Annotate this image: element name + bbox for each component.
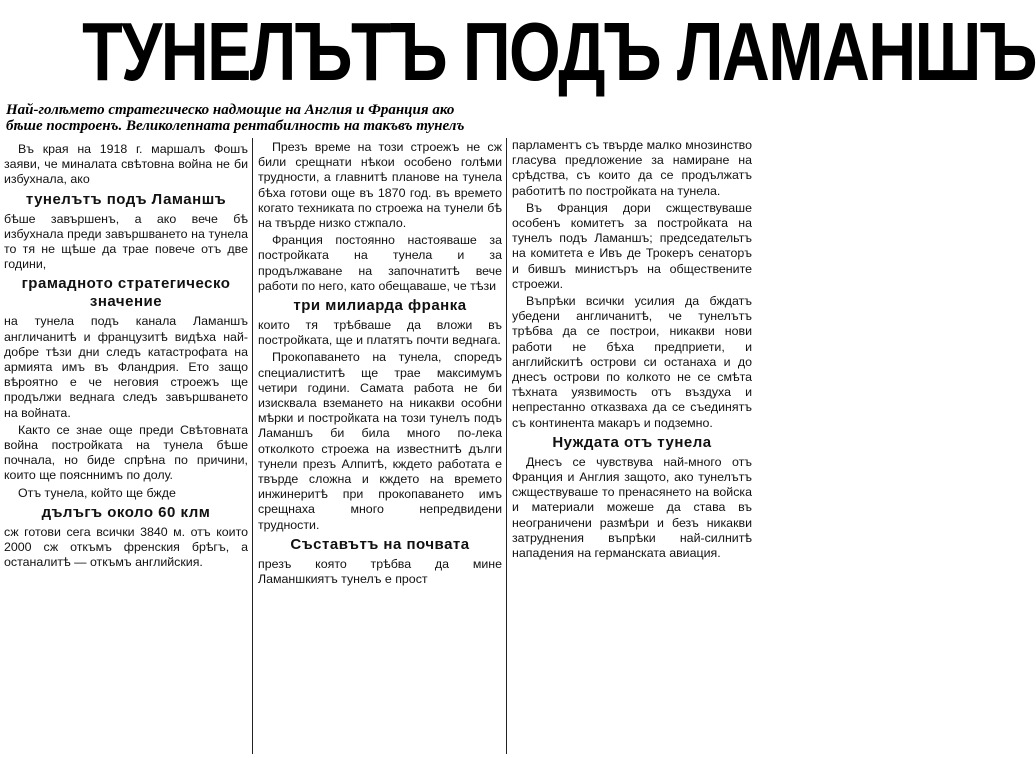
subheadline-line-1: Най-голѣмето стратегическо надмощие на Англия и Франция ако xyxy=(6,102,455,118)
article-paragraph: сж готови сега всички 3840 м. отъ които 2000 сж откъмъ френския брѣгъ, а останалитѣ — откъмъ английския. xyxy=(4,524,248,570)
column-3 xyxy=(512,138,752,563)
column-1 xyxy=(4,142,248,572)
article-paragraph: на тунела подъ канала Ламаншъ англичанитѣ и французитѣ видѣха най-добре тѣзи дни следъ катастрофата на армията имъ въ Фландрия. Ето защо вѣроятно е че неговия строежъ ще продължи веднага следъ завършването на войната. xyxy=(4,314,248,420)
article-paragraph: Отъ тунела, който ще бжде xyxy=(18,485,176,500)
headline: ТУНЕЛЪТЪ ПОДЪ ЛАМАНШЪ xyxy=(82,5,1036,98)
article-subheading: три милиарда франка xyxy=(293,297,467,315)
article-paragraph: които тя трѣбваше да вложи въ постройката, ще и платятъ почти веднага. xyxy=(258,318,502,348)
column-2 xyxy=(258,140,502,589)
article-paragraph: Презъ време на този строежъ не сж били срещнати нѣкои особено голѣми трудности, а главнитѣ планове на тунела бѣха готови още въ 1870 год. въ времето когато техниката по строежа на тунели бѣ на твърде низко стжпало. xyxy=(258,140,502,231)
article-paragraph: презъ която трѣбва да мине Ламаншкиятъ тунелъ е прост xyxy=(258,556,502,587)
article-paragraph: Въпрѣки всички усилия да бждатъ убедени англичанитѣ, че тунелътъ трѣбва да се построи, никакви нови работи не бѣха предприети, и английскитѣ острови си останаха и до днесъ острови по колкото не се смѣта тѣхната уязвимость отъ въздуха и непрестанно отказваха да се съединятъ съ континента макаръ и подземно. xyxy=(512,294,752,430)
article-paragraph: Днесъ се чувствува най-много отъ Франция и Англия защото, ако тунелътъ сжществуваше то пренасянето на войска и материали можеше да става въ неограничени размѣри и безъ никакви затруднения въпрѣки най-силнитѣ нападения на германската авиация. xyxy=(512,454,752,561)
subheadline-line-2: бѣше построенъ. Великолепната рентабилность на такъвъ тунелъ xyxy=(6,118,465,134)
column-rule-1 xyxy=(252,138,253,754)
article-paragraph: Както се знае още преди Свѣтовната война постройката на тунела бѣше почнала, но биде спрѣна по причини, които ще поясннимъ по долу. xyxy=(4,422,248,483)
article-paragraph: Прокопаването на тунела, споредъ специалиститѣ ще трае максимумъ четири години. Самата работа не би изисквала вземането на никакви особни мѣрки и постройката на този тунелъ подъ Ламаншъ би била много по-лека отколкото строежа на известнитѣ дълги тунели презъ Алпитѣ, кждето работата е твърде сложна и кждето на времето инжинеритѣ при прокопаването имъ срещнаха много непредвидени трудности. xyxy=(258,350,502,532)
subheadline xyxy=(6,102,751,134)
column-rule-2 xyxy=(506,138,507,754)
article-paragraph: Въ Франция дори сжществуваше особенъ комитетъ за постройката на тунелъ подъ Ламаншъ; председательтъ на комитета е Ивъ де Трокеръ сенаторъ и бившъ министъръ на обществените строежи. xyxy=(512,200,752,291)
article-subheading: Нуждата отъ тунела xyxy=(552,433,712,451)
article-subheading: тунелътъ подъ Ламаншъ xyxy=(25,190,227,208)
article-paragraph: бѣше завършенъ, а ако вече бѣ избухнала преди завършването на тунела то тя не щѣше да трае повече отъ две години, xyxy=(4,211,248,272)
article-paragraph: Въ края на 1918 г. маршалъ Фошъ заяви, че миналата свѣтовна война не би избухнала, ако xyxy=(4,142,248,187)
article-paragraph: парламентъ съ твърде малко мнозинство гласува предложение за намиране на срѣдства, съ които да се продължатъ работитѣ по постройката на тунела. xyxy=(512,138,752,198)
article-subheading: Съставътъ на почвата xyxy=(290,535,470,553)
article-subheading: дълъгъ около 60 клм xyxy=(41,503,211,521)
article-subheading: грамадното стратегическо значение xyxy=(21,275,231,311)
article-paragraph: Франция постоянно настояваше за постройката на тунела и за продължаване на започнатитѣ вече работи по него, като обещаваше, че тѣзи xyxy=(258,233,502,293)
